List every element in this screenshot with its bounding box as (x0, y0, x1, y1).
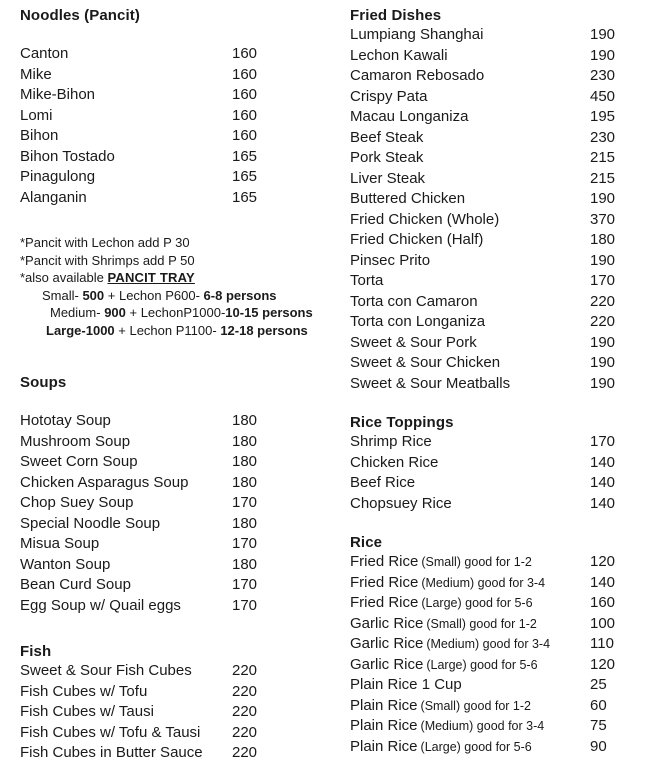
menu-item-name: Garlic Rice (350, 655, 424, 673)
menu-item-name: Canton (20, 45, 69, 62)
menu-item-price: 165 (232, 147, 258, 165)
tray-medium-persons: 10-15 persons (225, 305, 313, 320)
menu-item-price: 220 (232, 662, 258, 679)
spacer (20, 392, 332, 411)
menu-item-name: Fried Rice (350, 573, 419, 591)
fried-dishes-item-list (350, 25, 650, 394)
menu-item-name: Plain Rice (350, 717, 418, 734)
menu-item-price: 190 (590, 190, 616, 207)
menu-item-name: Fried Chicken (Whole) (350, 210, 500, 228)
pancit-tray-label: PANCIT TRAY (107, 270, 195, 285)
section-title-noodles: Noodles (Pancit) (20, 7, 140, 24)
menu-item-name: Lomi (20, 106, 53, 124)
menu-item-price: 120 (590, 655, 616, 673)
menu-row (350, 494, 650, 515)
menu-item-price: 160 (232, 86, 258, 103)
menu-row (350, 473, 650, 494)
menu-item-price: 160 (590, 594, 616, 611)
tray-large-price: 1000 (85, 322, 115, 338)
menu-item-qualifier: (Small) good for 1-2 (421, 555, 532, 569)
menu-item-name: Fried Rice (350, 553, 419, 570)
menu-item-price: 220 (232, 703, 258, 720)
menu-row (20, 188, 332, 209)
menu-item-price: 370 (590, 210, 616, 228)
menu-row (20, 555, 332, 576)
menu-row (350, 25, 650, 46)
menu-row (20, 147, 332, 168)
menu-row (350, 453, 650, 474)
menu-item-qualifier: (Small) good for 1-2 (426, 616, 537, 631)
tray-option-medium (20, 304, 332, 322)
menu-item-price: 215 (590, 169, 616, 187)
menu-item-price: 165 (232, 168, 258, 185)
menu-row (350, 593, 650, 614)
menu-item-name: Bihon Tostado (20, 147, 115, 165)
menu-item-qualifier: (Medium) good for 3-4 (426, 637, 551, 651)
spacer (350, 394, 650, 413)
menu-row (350, 333, 650, 354)
menu-item-qualifier: (Medium) good for 3-4 (421, 575, 546, 590)
menu-item-name: Fish Cubes w/ Tofu & Tausi (20, 723, 201, 741)
tray-medium-price: 900 (104, 305, 126, 320)
menu-item-name: Fish Cubes w/ Tausi (20, 703, 154, 720)
menu-row (350, 312, 650, 333)
menu-row (20, 514, 332, 535)
menu-item-price: 100 (590, 614, 616, 632)
menu-item-name: Chopsuey Rice (350, 494, 452, 512)
menu-item-name: Garlic Rice (350, 614, 424, 632)
menu-row (20, 743, 332, 764)
menu-item-price: 160 (232, 127, 258, 144)
menu-item-name: Bean Curd Soup (20, 576, 131, 593)
section-title-rice: Rice (350, 534, 383, 551)
menu-row (20, 661, 332, 682)
spacer (350, 514, 650, 533)
tray-large-lechon: + Lechon P1100- (114, 322, 221, 338)
menu-row (350, 716, 650, 737)
tray-small-price: 500 (82, 287, 105, 303)
menu-row (350, 292, 650, 313)
tray-large-size: Large- (46, 322, 86, 338)
menu-item-name: Wanton Soup (20, 555, 111, 573)
section-fish (20, 642, 332, 764)
menu-row (350, 230, 650, 251)
note-pancit-tray (20, 269, 332, 287)
menu-item-name: Chop Suey Soup (20, 494, 134, 511)
tray-option-small (20, 287, 332, 305)
menu-item-qualifier: (Large) good for 5-6 (420, 739, 532, 754)
menu-row (350, 169, 650, 190)
menu-item-price: 120 (590, 553, 616, 570)
menu-row (350, 573, 650, 594)
menu-item-price: 220 (232, 682, 258, 700)
menu-item-price: 170 (232, 494, 258, 511)
menu-row (350, 148, 650, 169)
menu-row (350, 66, 650, 87)
menu-row (350, 353, 650, 374)
menu-item-price: 160 (232, 65, 258, 83)
menu-row (350, 552, 650, 573)
spacer (20, 208, 332, 234)
menu-item-price: 190 (590, 26, 616, 43)
menu-item-price: 170 (232, 535, 258, 552)
menu-item-price: 220 (590, 292, 616, 310)
menu-item-name: Torta con Longaniza (350, 313, 486, 330)
menu-row (20, 493, 332, 514)
spacer (20, 616, 332, 642)
menu-item-price: 140 (590, 474, 616, 491)
menu-item-price: 230 (590, 67, 616, 84)
menu-item-price: 140 (590, 453, 616, 471)
menu-item-price: 180 (232, 473, 258, 491)
menu-row (350, 128, 650, 149)
menu-item-name: Special Noodle Soup (20, 514, 161, 532)
menu-row (350, 675, 650, 696)
menu-item-price: 180 (232, 453, 258, 470)
menu-item-price: 180 (232, 432, 258, 450)
menu-item-name: Liver Steak (350, 169, 426, 187)
menu-item-name: Fried Rice (350, 594, 419, 611)
menu-item-name: Egg Soup w/ Quail eggs (20, 596, 181, 614)
menu-item-price: 160 (232, 106, 258, 124)
menu-item-name: Bihon (20, 127, 59, 144)
menu-item-price: 220 (232, 723, 258, 741)
menu-row (350, 614, 650, 635)
menu-row (350, 87, 650, 108)
menu-item-name: Sweet & Sour Fish Cubes (20, 662, 192, 679)
menu-item-name: Mushroom Soup (20, 432, 131, 450)
tray-small-lechon: + Lechon P600- (104, 287, 204, 303)
menu-item-name: Torta (350, 272, 384, 289)
menu-item-price: 170 (232, 596, 258, 614)
menu-row (20, 575, 332, 596)
menu-row (350, 374, 650, 395)
menu-item-price: 190 (590, 251, 616, 269)
tray-small-persons: 6-8 persons (203, 287, 277, 303)
soups-item-list (20, 411, 332, 616)
menu-item-price: 25 (590, 676, 607, 693)
menu-row (20, 682, 332, 703)
menu-item-price: 180 (232, 412, 258, 429)
menu-row (20, 596, 332, 617)
menu-item-price: 450 (590, 87, 616, 105)
menu-item-name: Plain Rice (350, 696, 418, 714)
menu-item-name: Macau Longaniza (350, 108, 469, 125)
section-rice (350, 533, 650, 757)
menu-item-price: 110 (590, 635, 614, 652)
menu-item-qualifier: (Large) good for 5-6 (421, 596, 533, 610)
menu-row (20, 126, 332, 147)
menu-row (20, 167, 332, 188)
spacer (20, 339, 332, 373)
menu-item-price: 165 (232, 188, 258, 206)
tray-option-large (20, 322, 332, 340)
menu-item-price: 180 (590, 231, 616, 248)
menu-item-name: Buttered Chicken (350, 190, 466, 207)
section-noodles (20, 6, 332, 208)
menu-item-price: 180 (232, 514, 258, 532)
menu-item-name: Fish Cubes in Butter Sauce (20, 744, 203, 761)
menu-item-name: Misua Soup (20, 535, 100, 552)
menu-row (350, 696, 650, 717)
menu-item-name: Plain Rice (350, 737, 418, 755)
menu-item-price: 180 (232, 555, 258, 573)
menu-row (20, 534, 332, 555)
menu-item-name: Hototay Soup (20, 412, 111, 429)
menu-item-name: Lechon Kawali (350, 46, 448, 64)
menu-item-price: 215 (590, 149, 616, 166)
menu-row (20, 65, 332, 86)
menu-item-price: 75 (590, 717, 607, 734)
note-pancit-tray-prefix: *also available (20, 270, 108, 285)
menu-item-name: Beef Steak (350, 128, 424, 146)
menu-item-price: 60 (590, 696, 607, 714)
menu-row (350, 271, 650, 292)
menu-row (350, 432, 650, 453)
menu-row (350, 251, 650, 272)
menu-item-name: Torta con Camaron (350, 292, 478, 310)
menu-item-name: Sweet & Sour Pork (350, 333, 477, 351)
menu-row (20, 702, 332, 723)
menu-row (20, 44, 332, 65)
menu-item-name: Chicken Asparagus Soup (20, 473, 189, 491)
menu-item-price: 190 (590, 354, 616, 371)
menu-item-name: Beef Rice (350, 474, 416, 491)
menu-item-price: 90 (590, 737, 607, 755)
section-rice-toppings (350, 413, 650, 514)
menu-item-name: Mike-Bihon (20, 86, 96, 103)
section-title-soups: Soups (20, 374, 67, 391)
menu-row (350, 189, 650, 210)
menu-row (20, 411, 332, 432)
menu-item-qualifier: (Small) good for 1-2 (420, 698, 531, 713)
rice-toppings-item-list (350, 432, 650, 514)
menu-item-name: Fried Chicken (Half) (350, 231, 484, 248)
rice-item-list (350, 552, 650, 757)
menu-item-name: Chicken Rice (350, 453, 439, 471)
menu-row (350, 634, 650, 655)
spacer (20, 25, 332, 44)
section-soups (20, 373, 332, 616)
menu-item-name: Pinagulong (20, 168, 96, 185)
menu-row (350, 210, 650, 231)
menu-row (20, 452, 332, 473)
menu-item-price: 140 (590, 573, 616, 591)
menu-item-name: Camaron Rebosado (350, 67, 485, 84)
menu-item-name: Fish Cubes w/ Tofu (20, 682, 148, 700)
menu-item-price: 190 (590, 374, 616, 392)
menu-item-price: 140 (590, 494, 616, 512)
menu-row (20, 106, 332, 127)
menu-item-name: Lumpiang Shanghai (350, 26, 484, 43)
tray-large-persons: 12-18 persons (220, 322, 308, 338)
menu-row (20, 85, 332, 106)
menu-item-price: 190 (590, 46, 616, 64)
section-title-rice-toppings: Rice Toppings (350, 414, 454, 431)
menu-item-name: Crispy Pata (350, 87, 428, 105)
tray-medium-lechon: + LechonP1000- (125, 305, 226, 320)
menu-row (350, 655, 650, 676)
menu-item-price: 195 (590, 108, 616, 125)
pancit-notes (20, 234, 332, 339)
section-fried-dishes (350, 6, 650, 394)
menu-row (20, 723, 332, 744)
menu-item-name: Sweet Corn Soup (20, 453, 138, 470)
menu-item-name: Pork Steak (350, 149, 424, 166)
tray-small-size: Small- (42, 287, 83, 303)
section-title-fish: Fish (20, 643, 52, 660)
menu-item-name: Shrimp Rice (350, 433, 432, 450)
fish-item-list (20, 661, 332, 764)
menu-item-price: 230 (590, 128, 616, 146)
menu-item-price: 170 (590, 433, 616, 450)
note-lechon: *Pancit with Lechon add P 30 (20, 235, 190, 250)
menu-item-qualifier: (Large) good for 5-6 (426, 657, 538, 672)
tray-medium-size: Medium- (50, 305, 105, 320)
menu-row (20, 473, 332, 494)
section-title-fried-dishes: Fried Dishes (350, 7, 442, 24)
menu-item-price: 220 (590, 313, 616, 330)
menu-item-price: 170 (590, 272, 616, 289)
menu-item-name: Sweet & Sour Chicken (350, 354, 501, 371)
menu-row (350, 107, 650, 128)
menu-row (20, 432, 332, 453)
menu-item-name: Garlic Rice (350, 635, 424, 652)
menu-item-name: Mike (20, 65, 52, 83)
menu-item-price: 190 (590, 333, 616, 351)
note-shrimps: *Pancit with Shrimps add P 50 (20, 252, 195, 268)
menu-item-name: Sweet & Sour Meatballs (350, 374, 511, 392)
menu-row (350, 46, 650, 67)
right-column (332, 0, 650, 755)
menu-item-price: 170 (232, 576, 258, 593)
menu-item-qualifier: (Medium) good for 3-4 (420, 719, 545, 733)
menu-item-name: Plain Rice 1 Cup (350, 676, 462, 693)
menu-item-name: Alanganin (20, 188, 87, 206)
menu-row (350, 737, 650, 758)
noodles-item-list (20, 44, 332, 208)
menu-item-name: Pinsec Prito (350, 251, 431, 269)
menu-item-price: 220 (232, 744, 258, 761)
menu-item-price: 160 (232, 45, 258, 62)
